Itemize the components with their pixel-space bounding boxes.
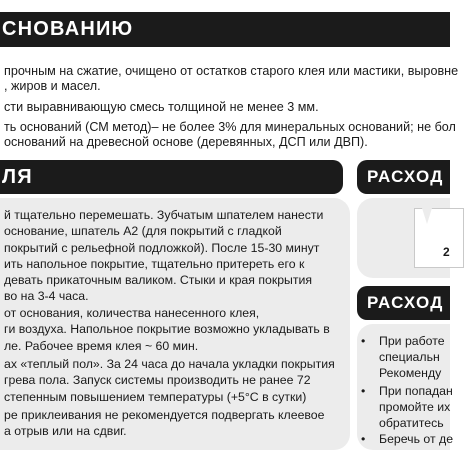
bullet-dot-icon: • — [361, 432, 366, 446]
base-paragraph-3-line-2: оснований на древесной основе (деревянных, ДСП или ДВП). — [4, 135, 368, 149]
glue-paragraph-2-line-3: ле. Рабочее время клея ~ 60 мин. — [4, 338, 199, 353]
trowel-notch-icon — [422, 208, 432, 224]
trowel-tile-icon — [414, 208, 464, 268]
safety-bullet-3 — [357, 432, 454, 448]
glue-paragraph-2-line-1: от основания, количества нанесенного клея, — [4, 306, 260, 320]
base-paragraph-3 — [4, 120, 456, 150]
glue-paragraph-1-line-4: ить напольное покрытие, тщательно притереть его к — [4, 256, 305, 271]
base-paragraph-1-line-2: , жиров и масел. — [4, 79, 101, 93]
safety-bullet-1-line-2: специальн — [379, 350, 440, 364]
glue-paragraph-3-line-2: грева пола. Запуск системы производить не ранее 72 — [4, 373, 311, 388]
section-title-glue: ЛЯ — [2, 166, 33, 188]
glue-paragraph-1-line-5: девать прикаточным валиком. Стыки и края покрытия — [4, 273, 313, 288]
safety-bullet-2-line-1: При попадан — [379, 384, 453, 398]
bullet-dot-icon: • — [361, 384, 366, 398]
base-paragraph-3-line-1: ть оснований (СМ метод)– не более 3% для минеральных оснований; не бол — [4, 120, 456, 134]
glue-paragraph-3-line-1: ах «теплый пол». За 24 часа до начала укладки покрытия — [4, 357, 335, 371]
glue-paragraph-4-line-2: а отрыв или на сдвиг. — [4, 424, 127, 439]
safety-bullet-2 — [357, 384, 453, 432]
safety-bullet-3-line-1: Беречь от де — [379, 432, 454, 446]
bullet-dot-icon: • — [361, 334, 366, 348]
safety-bullet-2-line-3: обратитесь — [379, 416, 444, 430]
glue-paragraph-1-line-1: й тщательно перемешать. Зубчатым шпателем нанести — [4, 208, 324, 222]
glue-paragraph-2-line-2: ги воздуха. Напольное покрытие возможно укладывать в — [4, 322, 330, 337]
section-header-consumption — [357, 160, 462, 194]
glue-paragraph-1-line-2: основание, шпатель А2 (для покрытий с гладкой — [4, 224, 282, 239]
section-header-glue — [0, 160, 343, 194]
glue-paragraph-2 — [4, 305, 330, 354]
glue-paragraph-4-line-1: ре приклеивания не рекомендуется подвергать клеевое — [4, 408, 325, 422]
glue-paragraph-3 — [4, 356, 335, 405]
section-title-consumption-2: РАСХОД К — [367, 293, 462, 312]
base-paragraph-1 — [4, 64, 458, 94]
section-title-consumption: РАСХОД К — [367, 167, 462, 186]
safety-bullet-2-line-2: промойте их — [379, 400, 451, 414]
section-header-consumption-2 — [357, 286, 462, 320]
safety-bullet-list — [357, 334, 454, 448]
section-header-base — [0, 12, 450, 47]
base-paragraph-2 — [4, 100, 319, 115]
safety-bullet-1-line-1: При работе — [379, 334, 445, 348]
safety-bullet-1-line-3: Рекоменду — [379, 366, 442, 380]
glue-paragraph-1-line-3: покрытий с рельефной подложкой). После 15-30 минут — [4, 240, 320, 255]
glue-paragraph-3-line-3: степенным повышением температуры (+5°С в сутки) — [4, 389, 307, 404]
base-paragraph-1-line-1: прочным на сжатие, очищено от остатков старого клея или мастики, выровне — [4, 64, 459, 78]
base-paragraph-2-line-1: сти выравнивающую смесь толщиной не менее 3 мм. — [4, 100, 319, 114]
glue-paragraph-1-line-6: во на 3-4 часа. — [4, 289, 89, 304]
safety-bullet-1 — [357, 334, 450, 382]
glue-paragraph-1 — [4, 207, 323, 305]
consumption-value: 2 — [443, 245, 450, 259]
section-title-base: СНОВАНИЮ — [2, 18, 134, 40]
glue-paragraph-4 — [4, 407, 325, 440]
